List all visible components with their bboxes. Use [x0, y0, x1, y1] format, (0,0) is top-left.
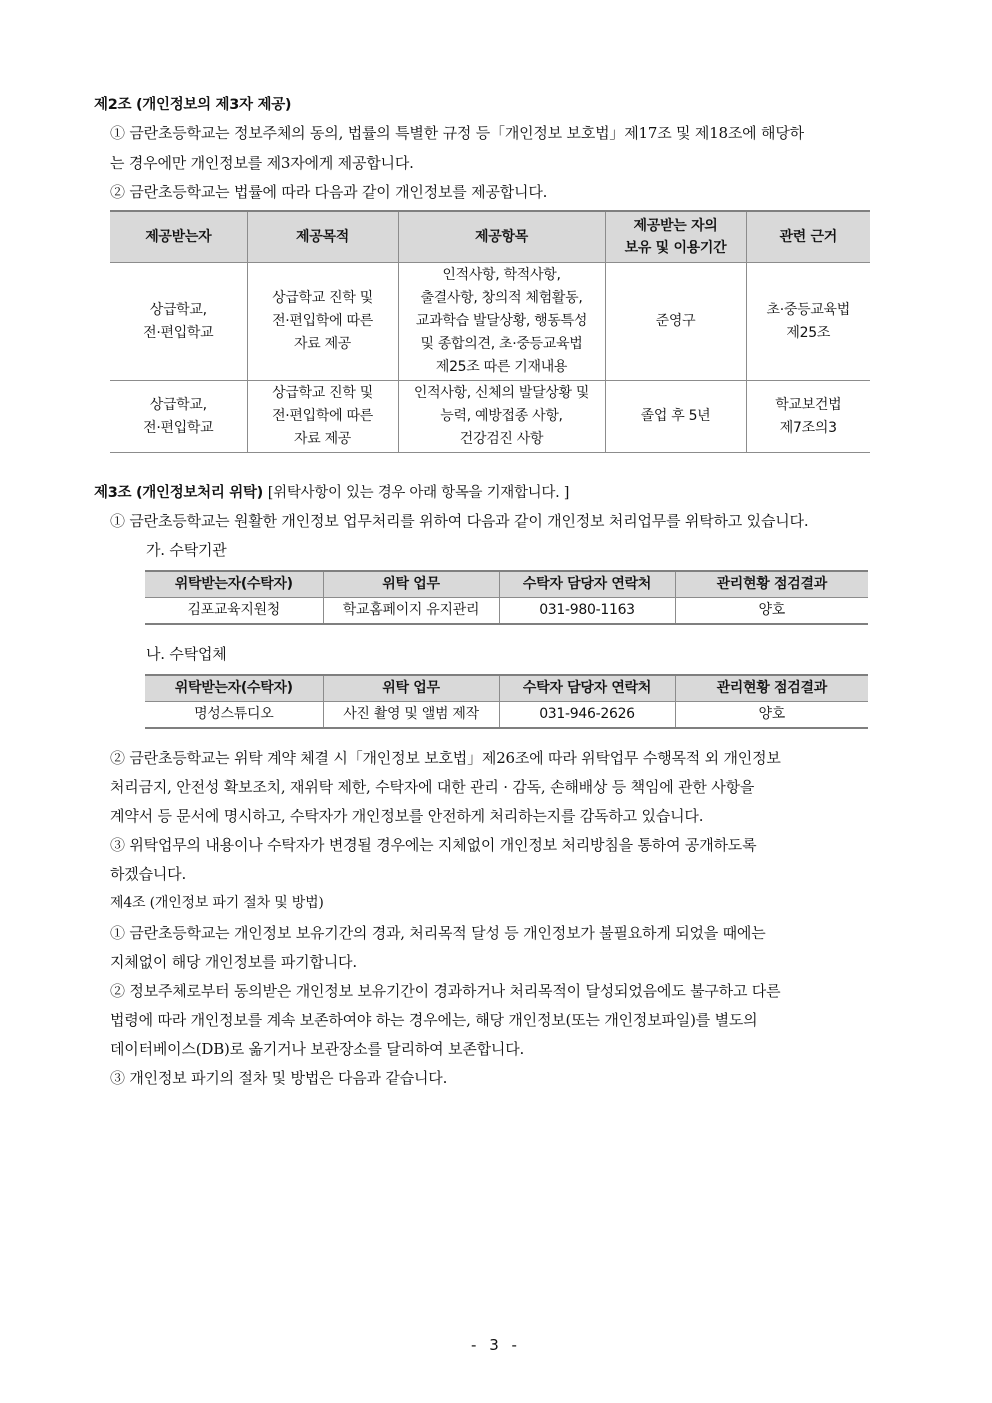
article-3-para-3-line-2: 하겠습니다. — [110, 865, 187, 883]
cell-items: 인적사항, 신체의 발달상황 및 능력, 예방접종 사항, 건강검진 사항 — [398, 381, 605, 453]
article-3-para-2-line-2: 처리금지, 안전성 확보조치, 재위탁 제한, 수탁자에 대한 관리 · 감독, 손해배상 등 책임에 관한 사항을 — [110, 778, 755, 796]
cell-period: 준영구 — [605, 263, 746, 381]
article-4-para-1-line-2: 지체없이 해당 개인정보를 파기합니다. — [110, 953, 357, 971]
cell-recipient: 상급학교, 전·편입학교 — [110, 381, 247, 453]
cell-items: 인적사항, 학적사항, 출결사항, 창의적 체험활동, 교과학습 발달상황, 행동특성 및 종합의견, 초·중등교육법 제25조 따른 기재내용 — [398, 263, 605, 381]
article-3-heading: 제3조 (개인정보처리 위탁) [위탁사항이 있는 경우 아래 항목을 기재합니다. ] — [94, 485, 570, 501]
subsection-a-heading: 가. 수탁기관 — [146, 541, 227, 559]
article-3-para-1: ① 금란초등학교는 원활한 개인정보 업무처리를 위하여 다음과 같이 개인정보 처리업무를 위탁하고 있습니다. — [110, 512, 809, 530]
article-4-heading: 제4조 (개인정보 파기 절차 및 방법) — [110, 895, 324, 911]
cell-period: 졸업 후 5년 — [605, 381, 746, 453]
article-4-para-1-line-1: ① 금란초등학교는 개인정보 보유기간의 경과, 처리목적 달성 등 개인정보가 불필요하게 되었을 때에는 — [110, 924, 766, 942]
article-4-para-3: ③ 개인정보 파기의 절차 및 방법은 다음과 같습니다. — [110, 1069, 448, 1087]
cell-basis: 초·중등교육법 제25조 — [746, 263, 870, 381]
cell-recipient: 상급학교, 전·편입학교 — [110, 263, 247, 381]
table-row: 김포교육지원청 학교홈페이지 유지관리 031-980-1163 양호 — [145, 598, 868, 625]
cell-purpose: 상급학교 진학 및 전·편입학에 따른 자료 제공 — [247, 263, 398, 381]
trustee-company-table — [145, 674, 868, 729]
header-items: 제공항목 — [398, 211, 605, 263]
cell-purpose: 상급학교 진학 및 전·편입학에 따른 자료 제공 — [247, 381, 398, 453]
table-row: 명성스튜디오 사진 촬영 및 앨범 제작 031-946-2626 양호 — [145, 702, 868, 729]
article-2-para-1-line-1: ① 금란초등학교는 정보주체의 동의, 법률의 특별한 규정 등「개인정보 보호법」제17조 및 제18조에 해당하 — [110, 124, 804, 142]
article-3-para-3-line-1: ③ 위탁업무의 내용이나 수탁자가 변경될 경우에는 지체없이 개인정보 처리방침을 통하여 공개하도록 — [110, 836, 757, 854]
article-3-note: [위탁사항이 있는 경우 아래 항목을 기재합니다. ] — [267, 485, 570, 501]
table-header-row — [110, 211, 870, 263]
article-4-para-2-line-2: 법령에 따라 개인정보를 계속 보존하여야 하는 경우에는, 해당 개인정보(또는 개인정보파일)를 별도의 — [110, 1011, 758, 1029]
table-header-row: 위탁받는자(수탁자) 위탁 업무 수탁자 담당자 연락처 관리현황 점검결과 — [145, 675, 868, 702]
article-4-para-2-line-3: 데이터베이스(DB)로 옮기거나 보관장소를 달리하여 보존합니다. — [110, 1040, 525, 1058]
header-basis: 관련 근거 — [746, 211, 870, 263]
page-number: - 3 - — [471, 1336, 521, 1354]
header-purpose: 제공목적 — [247, 211, 398, 263]
article-3-para-2-line-1: ② 금란초등학교는 위탁 계약 체결 시「개인정보 보호법」제26조에 따라 위탁업무 수행목적 외 개인정보 — [110, 749, 781, 767]
header-recipient: 제공받는자 — [110, 211, 247, 263]
article-2-para-1-line-2: 는 경우에만 개인정보를 제3자에게 제공합니다. — [110, 154, 414, 172]
table-header-row: 위탁받는자(수탁자) 위탁 업무 수탁자 담당자 연락처 관리현황 점검결과 — [145, 571, 868, 598]
article-2-para-2: ② 금란초등학교는 법률에 따라 다음과 같이 개인정보를 제공합니다. — [110, 183, 548, 201]
subsection-b-heading: 나. 수탁업체 — [146, 645, 227, 663]
header-period: 제공받는 자의 보유 및 이용기간 — [605, 211, 746, 263]
article-3-para-2-line-3: 계약서 등 문서에 명시하고, 수탁자가 개인정보를 안전하게 처리하는지를 감독하고 있습니다. — [110, 807, 704, 825]
article-2-heading: 제2조 (개인정보의 제3자 제공) — [94, 97, 292, 113]
trustee-agency-table — [145, 570, 868, 625]
third-party-provision-table — [110, 210, 870, 453]
cell-basis: 학교보건법 제7조의3 — [746, 381, 870, 453]
table-row — [110, 263, 870, 381]
table-row — [110, 381, 870, 453]
article-4-para-2-line-1: ② 정보주체로부터 동의받은 개인정보 보유기간이 경과하거나 처리목적이 달성되었음에도 불구하고 다른 — [110, 982, 781, 1000]
